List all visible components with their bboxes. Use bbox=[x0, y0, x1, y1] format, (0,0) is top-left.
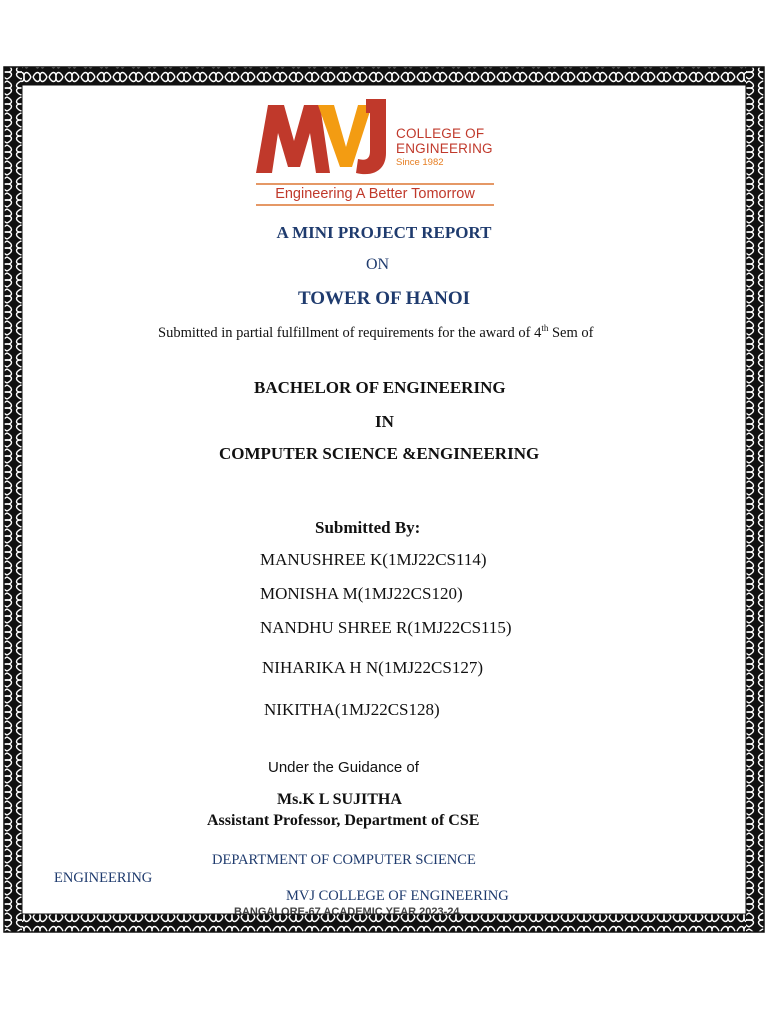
report-type: A MINI PROJECT REPORT bbox=[276, 223, 492, 242]
report-title: TOWER OF HANOI bbox=[297, 288, 471, 309]
student-name: MONISHA M(1MJ22CS120) bbox=[260, 584, 463, 603]
student-name: NIHARIKA H N(1MJ22CS127) bbox=[262, 658, 484, 677]
college-name-footer: MVJ COLLEGE OF ENGINEERING bbox=[286, 888, 509, 904]
degree-line-1: BACHELOR OF ENGINEERING bbox=[254, 378, 506, 397]
submitted-by-heading: Submitted By: bbox=[315, 518, 421, 537]
student-name: MANUSHREE K(1MJ22CS114) bbox=[260, 550, 487, 569]
logo-college-name: COLLEGE OF ENGINEERING bbox=[396, 126, 493, 156]
department-line: DEPARTMENT OF COMPUTER SCIENCE bbox=[212, 852, 476, 868]
college-logo bbox=[250, 93, 500, 211]
department-line-continued: ENGINEERING bbox=[54, 870, 153, 886]
submission-statement: Submitted in partial fulfillment of requirements for the award of 4th Sem of bbox=[158, 323, 594, 341]
report-on: ON bbox=[366, 256, 390, 273]
degree-line-2: IN bbox=[375, 412, 394, 431]
guidance-label: Under the Guidance of bbox=[268, 759, 419, 776]
guide-title: Assistant Professor, Department of CSE bbox=[207, 812, 480, 829]
address-and-academic-year: BANGALORE-67 ACADEMIC YEAR 2023-24 bbox=[234, 906, 460, 918]
student-name: NIKITHA(1MJ22CS128) bbox=[264, 700, 440, 719]
logo-tagline: Engineering A Better Tomorrow bbox=[256, 183, 494, 202]
logo-since: Since 1982 bbox=[396, 157, 444, 168]
guide-name: Ms.K L SUJITHA bbox=[277, 791, 402, 808]
student-name: NANDHU SHREE R(1MJ22CS115) bbox=[260, 618, 512, 637]
logo-underline bbox=[256, 204, 494, 206]
degree-line-3: COMPUTER SCIENCE &ENGINEERING bbox=[219, 444, 540, 463]
mvj-logo-mark bbox=[254, 97, 390, 177]
